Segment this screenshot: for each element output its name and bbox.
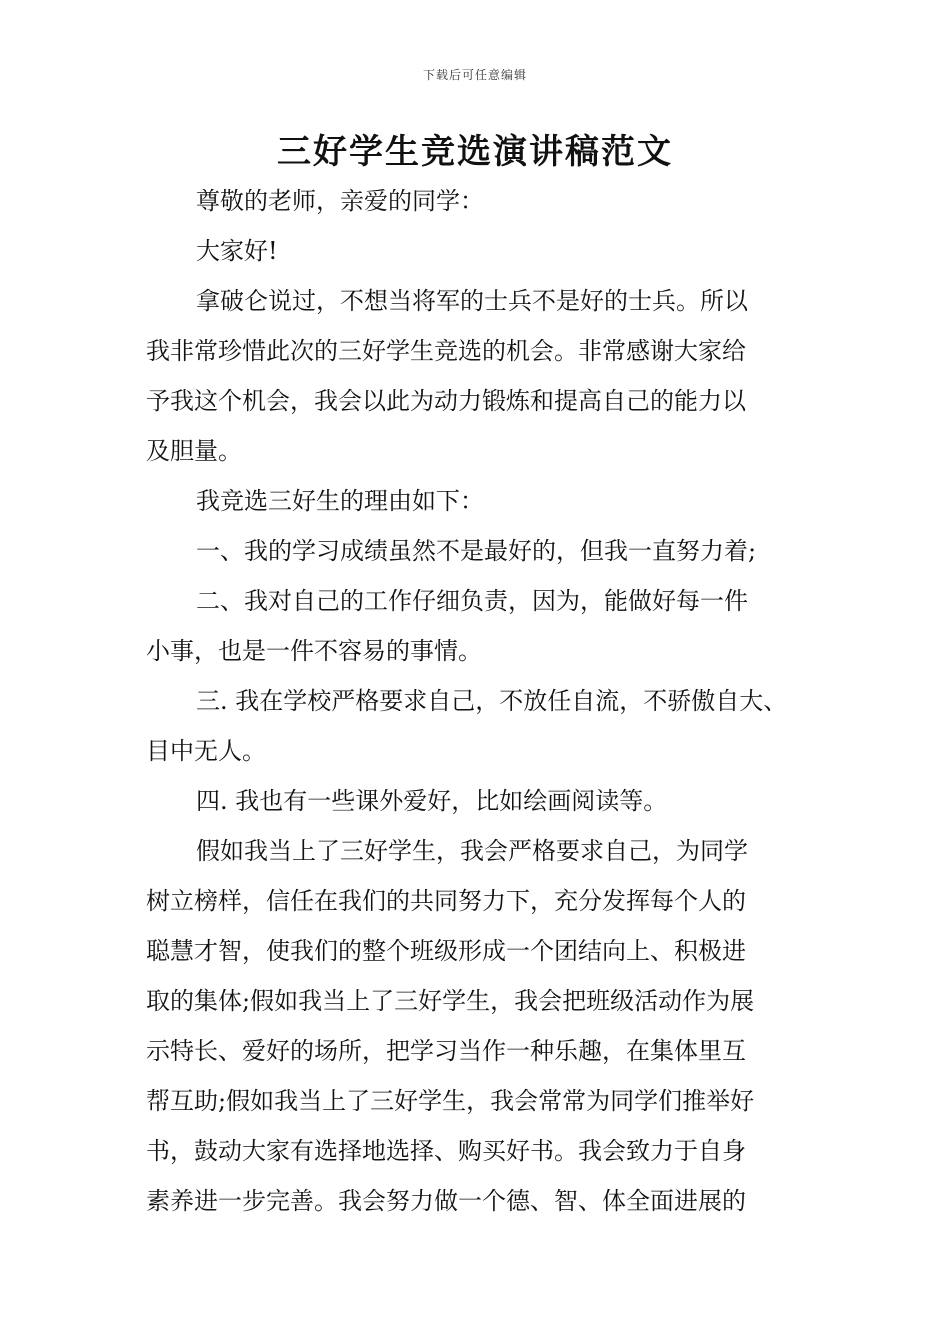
body-line: 四. 我也有一些课外爱好，比如绘画阅读等。 bbox=[196, 787, 668, 815]
body-line: 目中无人。 bbox=[146, 737, 266, 765]
body-line: 书，鼓动大家有选择地选择、购买好书。我会致力于自身 bbox=[146, 1137, 746, 1165]
body-line: 尊敬的老师，亲爱的同学： bbox=[196, 187, 484, 215]
body-line: 假如我当上了三好学生，我会严格要求自己，为同学 bbox=[196, 837, 748, 865]
body-line: 聪慧才智，使我们的整个班级形成一个团结向上、积极进 bbox=[146, 937, 746, 965]
body-line: 小事，也是一件不容易的事情。 bbox=[146, 637, 482, 665]
header-note: 下载后可任意编辑 bbox=[422, 68, 527, 82]
body-line: 帮互助;假如我当上了三好学生，我会常常为同学们推举好 bbox=[146, 1087, 755, 1115]
body-line: 示特长、爱好的场所，把学习当作一种乐趣，在集体里互 bbox=[146, 1037, 746, 1065]
body-line: 大家好! bbox=[196, 237, 278, 265]
body-line: 二、我对自己的工作仔细负责，因为，能做好每一件 bbox=[196, 587, 748, 615]
body-line: 予我这个机会，我会以此为动力锻炼和提高自己的能力以 bbox=[146, 387, 746, 415]
body-line: 我非常珍惜此次的三好学生竞选的机会。非常感谢大家给 bbox=[146, 337, 746, 365]
body-line: 三. 我在学校严格要求自己，不放任自流，不骄傲自大、 bbox=[196, 687, 788, 715]
body-line: 树立榜样，信任在我们的共同努力下，充分发挥每个人的 bbox=[146, 887, 746, 915]
body-line: 取的集体;假如我当上了三好学生，我会把班级活动作为展 bbox=[146, 987, 755, 1015]
body-line: 一、我的学习成绩虽然不是最好的，但我一直努力着; bbox=[196, 537, 757, 565]
document-body bbox=[146, 176, 810, 1226]
body-line: 拿破仑说过，不想当将军的士兵不是好的士兵。所以 bbox=[196, 287, 748, 315]
body-line: 及胆量。 bbox=[146, 437, 242, 465]
document-title: 三好学生竞选演讲稿范文 bbox=[277, 132, 673, 172]
body-line: 素养进一步完善。我会努力做一个德、智、体全面进展的 bbox=[146, 1187, 746, 1215]
body-line: 我竞选三好生的理由如下： bbox=[196, 487, 484, 515]
